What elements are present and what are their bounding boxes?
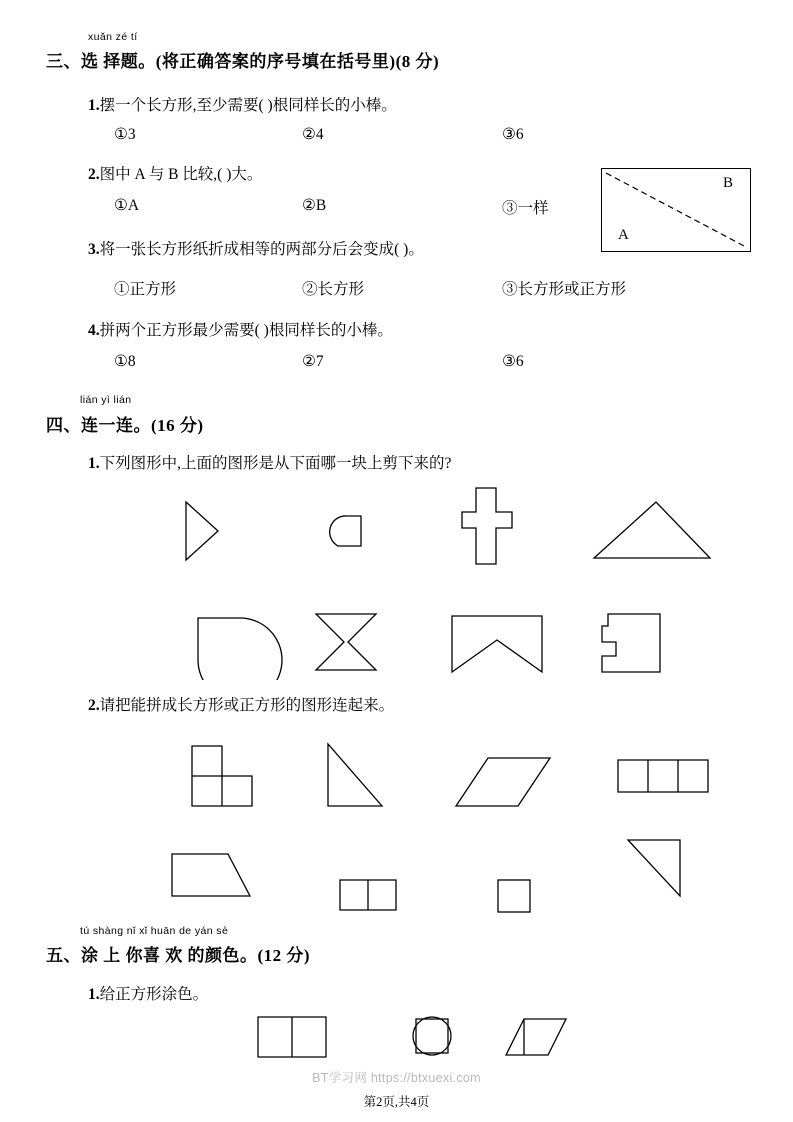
shape-three-cells: [618, 760, 708, 792]
shape-triangle-wide: [594, 502, 710, 558]
question-3-2-number: 2.: [88, 166, 100, 183]
shape-square-key-notch: [602, 614, 660, 672]
watermark: BT学习网 https://btxuexi.com: [312, 1071, 481, 1085]
shape-two-cells: [340, 880, 396, 910]
shape-triangle-left: [328, 744, 382, 806]
question-3-3-options: [114, 277, 644, 299]
shape-quarter-rounded: [330, 516, 361, 546]
question-4-2-text: 请把能拼成长方形或正方形的图形连起来。: [99, 697, 395, 714]
question-3-3-number: 3.: [88, 241, 100, 258]
question-4-1-text: 下列图形中,上面的图形是从下面哪一块上剪下来的?: [99, 455, 452, 472]
option-b[interactable]: ②B: [302, 197, 327, 214]
shape-circle: [413, 1017, 451, 1055]
question-3-4-options: [114, 352, 644, 371]
shape-trapezoid: [172, 854, 250, 896]
question-4-1-number: 1.: [88, 455, 100, 472]
question-3-1-options: [114, 125, 644, 144]
section-four-pinyin: lián yì lián: [80, 394, 132, 406]
figure-group-cut-shapes: [100, 480, 720, 680]
question-3-3-text: 将一张长方形纸折成相等的两部分后会变成( )。: [99, 241, 424, 258]
option-b[interactable]: ②7: [302, 353, 324, 370]
question-3-3: [88, 237, 424, 259]
section-four-heading: 四、连一连。(16 分): [46, 416, 204, 435]
section-five-pinyin: tú shàng nǐ xǐ huān de yán sè: [80, 925, 229, 937]
option-a[interactable]: ①3: [114, 126, 136, 143]
option-b[interactable]: ②长方形: [302, 281, 365, 298]
question-3-2-options: [114, 196, 644, 218]
figure-group-color-shapes: [230, 1005, 570, 1065]
shape-triangle-down-right: [628, 840, 680, 896]
question-3-2: [88, 162, 262, 184]
shape-arrow-notched: [316, 614, 376, 670]
question-3-4: [88, 318, 393, 340]
question-4-1: [88, 451, 451, 473]
question-4-2-number: 2.: [88, 697, 100, 714]
figure-label-b: B: [722, 175, 733, 191]
shape-rect-two-cells: [258, 1017, 326, 1057]
shape-parallelogram-slanted: [506, 1019, 566, 1055]
question-5-1-text: 给正方形涂色。: [99, 986, 209, 1003]
question-5-1: [88, 982, 208, 1004]
shape-pacman: [198, 618, 282, 680]
question-3-1: [88, 93, 397, 115]
figure-rectangle-diagonal: [601, 168, 751, 252]
question-5-1-number: 1.: [88, 986, 100, 1003]
section-three-heading: 三、选 择题。(将正确答案的序号填在括号里)(8 分): [46, 52, 440, 71]
question-3-4-number: 4.: [88, 322, 100, 339]
option-a[interactable]: ①正方形: [114, 281, 177, 298]
shape-parallelogram: [456, 758, 550, 806]
question-3-2-text: 图中 A 与 B 比较,( )大。: [99, 166, 263, 183]
figure-label-a: A: [618, 227, 629, 243]
option-a[interactable]: ①8: [114, 353, 136, 370]
question-3-4-text: 拼两个正方形最少需要( )根同样长的小棒。: [99, 322, 393, 339]
page-number: 第2页,共4页: [363, 1095, 430, 1109]
section-three-pinyin: xuǎn zé tí: [88, 31, 138, 43]
shape-cross: [462, 488, 512, 564]
question-4-2: [88, 693, 394, 715]
shape-small-square: [498, 880, 530, 912]
question-3-1-number: 1.: [88, 97, 100, 114]
option-c[interactable]: ③6: [502, 126, 524, 143]
section-five-heading: 五、涂 上 你喜 欢 的颜色。(12 分): [46, 946, 311, 965]
figure-group-match-shapes: [100, 720, 720, 920]
option-c[interactable]: ③长方形或正方形: [502, 281, 627, 298]
option-a[interactable]: ①A: [114, 197, 140, 214]
option-b[interactable]: ②4: [302, 126, 324, 143]
option-c[interactable]: ③6: [502, 353, 524, 370]
option-c[interactable]: ③一样: [502, 200, 549, 217]
question-3-1-text: 摆一个长方形,至少需要( )根同样长的小棒。: [99, 97, 397, 114]
shape-square-in-circle: [416, 1019, 448, 1053]
shape-rect-v-notch: [452, 616, 542, 672]
shape-triangle-right: [186, 502, 218, 560]
